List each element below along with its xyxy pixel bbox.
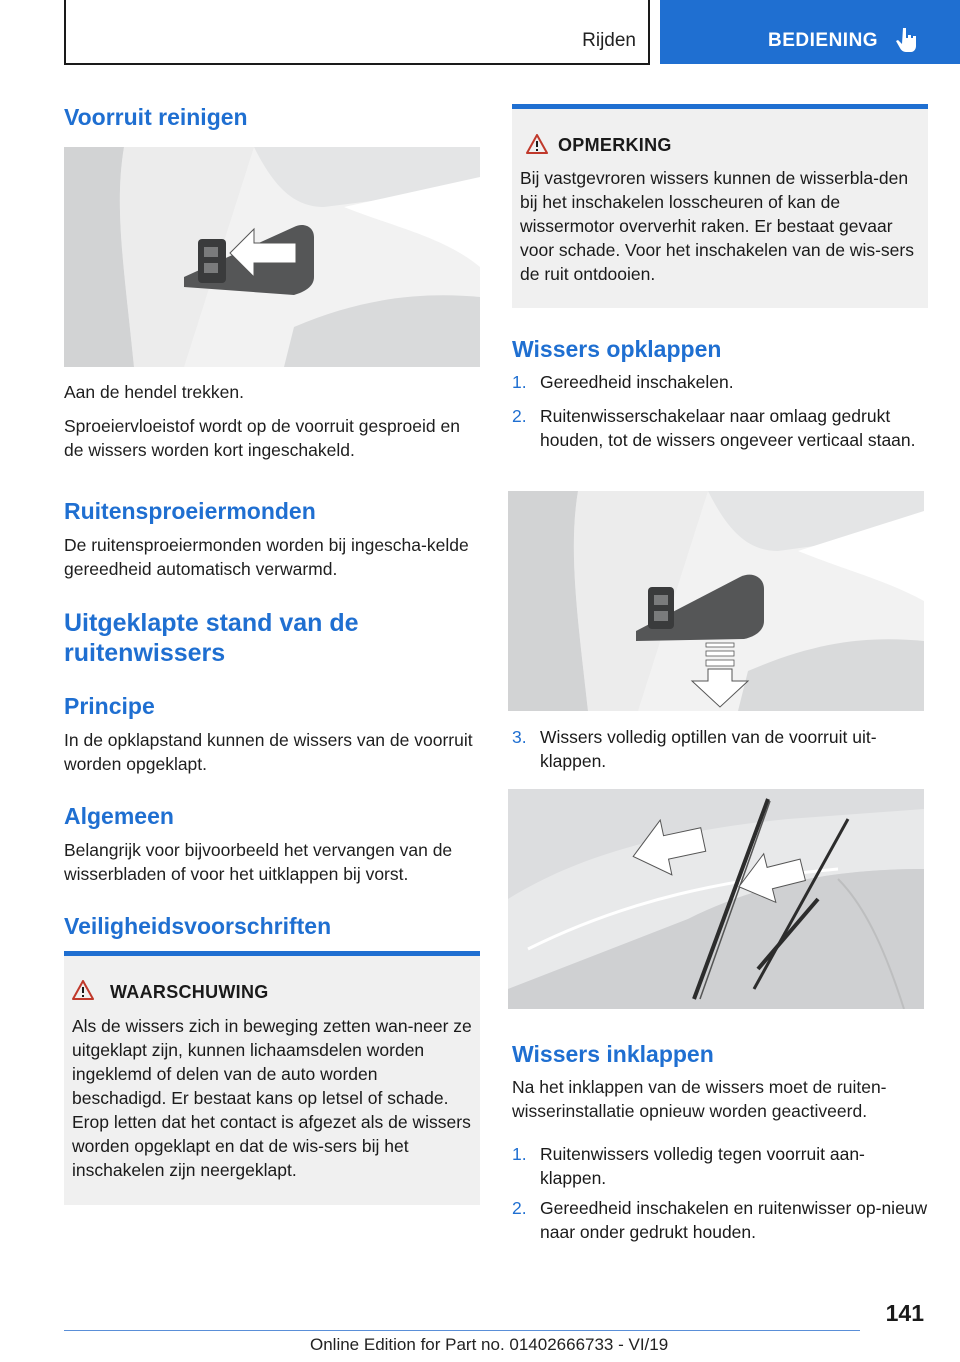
- figure-wiper-stalk-down: [508, 491, 924, 711]
- heading-algemeen: Algemeen: [64, 803, 174, 829]
- paragraph-algemeen: Belangrijk voor bijvoorbeeld het vervangen van de wisserbladen of voor het uitklappen bij vorst.: [64, 840, 453, 884]
- footer-rule: [64, 1330, 860, 1331]
- step-up-2-number: 2.: [512, 406, 527, 426]
- page-number: 141: [885, 1300, 924, 1326]
- chapter-title: Rijden: [582, 30, 636, 51]
- step-down-1-text: Ruitenwissers volledig tegen voorruit aan-klappen.: [540, 1144, 865, 1188]
- heading-ruitensproeiermonden: Ruitensproeiermonden: [64, 498, 316, 524]
- paragraph-principe: In de opklapstand kunnen de wissers van de voorruit worden opgeklapt.: [64, 730, 473, 774]
- heading-voorruit-reinigen: Voorruit reinigen: [64, 104, 248, 130]
- warning-title: WAARSCHUWING: [110, 982, 269, 1002]
- figure-wiper-stalk-down-drawing: [508, 491, 924, 711]
- header-bottom-rule: [64, 63, 650, 65]
- note-text: Bij vastgevroren wissers kunnen de wisserbla-den bij het inschakelen losscheuren of kan de wissermotor oververhit raken. Er bestaat gevaar voor schade. Voor het inschakelen van de wis-sers de ruit ontdooien.: [520, 168, 914, 284]
- footer-edition: Online Edition for Part no. 01402666733 - VI/19: [310, 1335, 669, 1354]
- note-triangle-icon: [526, 134, 548, 154]
- step-up-3-text: Wissers volledig optillen van de voorruit uit-klappen.: [540, 727, 877, 771]
- section-tab-label: BEDIENING: [768, 30, 879, 51]
- step-up-1-number: 1.: [512, 372, 527, 392]
- paragraph-spray-fluid: Sproeiervloeistof wordt op de voorruit gesproeid en de wissers worden kort ingeschakeld.: [64, 416, 460, 460]
- heading-veiligheidsvoorschriften: Veiligheidsvoorschriften: [64, 913, 332, 939]
- heading-principe: Principe: [64, 693, 155, 719]
- figure-wipers-raised-drawing: [508, 789, 924, 1009]
- figure-wiper-stalk-pull-drawing: [64, 147, 480, 367]
- note-title: OPMERKING: [558, 135, 672, 155]
- warning-triangle-icon: [72, 980, 94, 1000]
- header-separator: [648, 0, 650, 64]
- paragraph-heated-nozzles: De ruitensproeiermonden worden bij ingescha-kelde gereedheid automatisch verwarmd.: [64, 535, 469, 579]
- step-down-2-number: 2.: [512, 1198, 527, 1218]
- warning-box-bar: [64, 951, 480, 956]
- heading-wissers-opklappen: Wissers opklappen: [512, 336, 722, 362]
- figure-wiper-stalk-pull: [64, 147, 480, 367]
- section-tab[interactable]: [660, 0, 960, 64]
- step-up-3-number: 3.: [512, 727, 527, 747]
- hand-pointer-icon: [896, 26, 920, 54]
- step-down-2-text: Gereedheid inschakelen en ruitenwisser op-nieuw naar onder gedrukt houden.: [540, 1198, 928, 1242]
- warning-text: Als de wissers zich in beweging zetten wan-neer ze uitgeklapt zijn, kunnen lichaamsdelen worden ingeklemd of delen van de auto worden beschadigd. Er bestaat kans op letsel of schade. Erop letten dat het contact is afgezet als de wissers worden opgeklapt en dat de wis-sers bij het inschakelen zijn neergeklapt.: [72, 1016, 472, 1180]
- figure-wipers-raised: [508, 789, 924, 1009]
- paragraph-inklappen: Na het inklappen van de wissers moet de ruiten-wisserinstallatie opnieuw worden geactiveerd.: [512, 1077, 887, 1121]
- heading-wissers-inklappen: Wissers inklappen: [512, 1041, 714, 1067]
- header-left-rule: [64, 0, 66, 64]
- paragraph-pull-lever: Aan de hendel trekken.: [64, 382, 244, 402]
- note-box: [512, 104, 928, 308]
- step-up-1-text: Gereedheid inschakelen.: [540, 372, 734, 392]
- heading-uitgeklapte-stand: Uitgeklapte stand van de ruitenwissers: [64, 609, 359, 667]
- step-up-2-text: Ruitenwisserschakelaar naar omlaag gedrukt houden, tot de wissers ongeveer verticaal staan.: [540, 406, 916, 450]
- step-down-1-number: 1.: [512, 1144, 527, 1164]
- warning-box: [64, 951, 480, 1205]
- note-box-bar: [512, 104, 928, 109]
